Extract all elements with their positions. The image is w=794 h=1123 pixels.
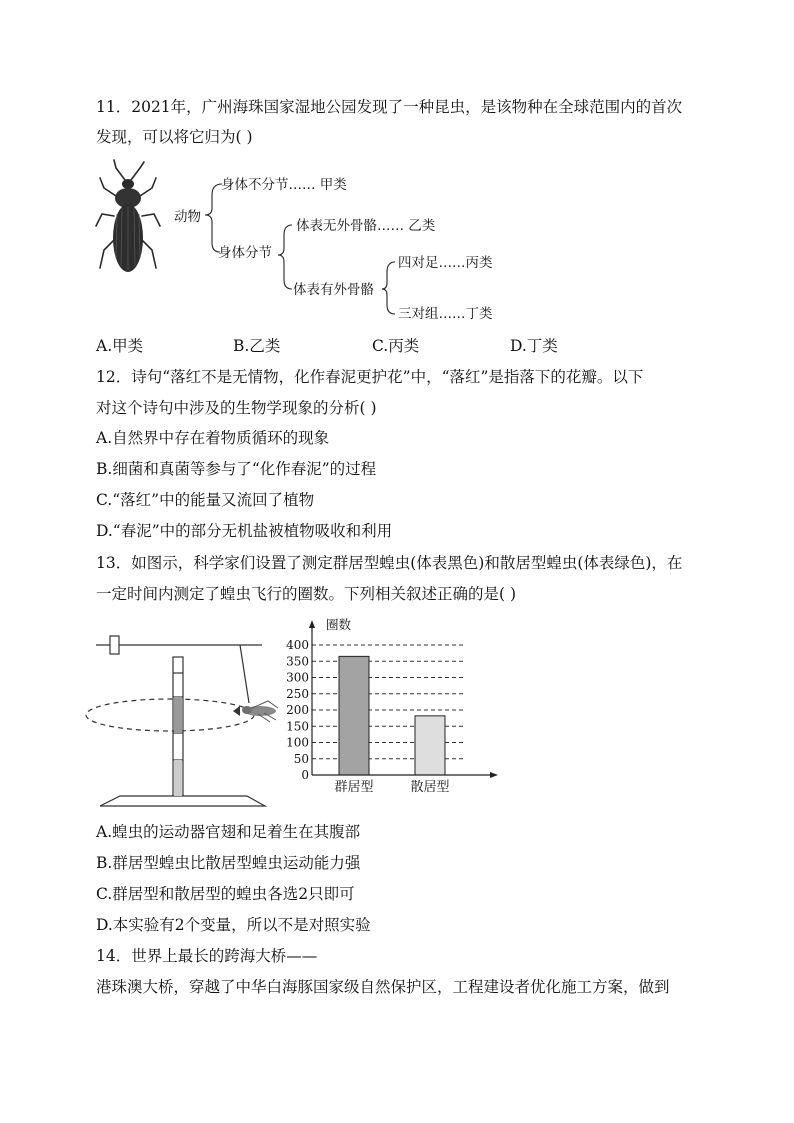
tree-branch-unsegmented: 身体不分节…… 甲类 <box>221 177 347 193</box>
tree-branch-three-legs: 三对组……丁类 <box>398 306 493 322</box>
q11-option-b[interactable]: B.乙类 <box>233 337 281 355</box>
q13-stem-line1: 13．如图示，科学家们设置了测定群居型蝗虫(体表黑色)和散居型蝗虫(体表绿色)，在 <box>96 554 683 572</box>
flight-circles-bar-chart <box>280 612 510 802</box>
chart-y-tick-label: 50 <box>293 751 309 766</box>
locust-icon <box>242 701 278 722</box>
q11-option-a[interactable]: A.甲类 <box>96 337 144 355</box>
tree-branch-segmented: 身体分节 <box>218 245 272 261</box>
chart-y-tick-label: 350 <box>286 654 309 669</box>
chart-bar-gregarious <box>339 656 369 775</box>
q12-option-a[interactable]: A.自然界中存在着物质循环的现象 <box>96 429 330 447</box>
q12-stem-line1: 12．诗句“落红不是无情物，化作春泥更护花”中，“落红”是指落下的花瓣。以下 <box>96 368 644 386</box>
tree-branch-exoskeleton: 体表有外骨骼 <box>293 282 374 298</box>
chart-y-arrow <box>309 620 315 628</box>
q12-option-c[interactable]: C.“落红”中的能量又流回了植物 <box>96 491 315 509</box>
chart-y-tick-label: 400 <box>286 638 309 652</box>
chart-x-tick-label: 散居型 <box>410 780 450 795</box>
q11-option-d[interactable]: D.丁类 <box>510 337 558 355</box>
q12-option-b[interactable]: B.细菌和真菌等参与了“化作春泥”的过程 <box>96 460 377 478</box>
q12-stem-line2: 对这个诗句中涉及的生物学现象的分析( ) <box>96 399 377 417</box>
q13-option-d[interactable]: D.本实验有2个变量，所以不是对照实验 <box>96 916 371 934</box>
tree-root-animal: 动物 <box>174 209 201 225</box>
chart-x-tick-label: 群居型 <box>334 780 374 795</box>
chart-y-label: 圈数 <box>326 617 352 632</box>
q11-option-c[interactable]: C.丙类 <box>372 337 420 355</box>
chart-x-labels <box>334 779 449 795</box>
q11-stem-line2: 发现，可以将它归为( ) <box>96 128 253 146</box>
chart-y-tick-label: 100 <box>286 735 309 750</box>
chart-y-tick-label: 0 <box>301 768 309 782</box>
q14-stem-line1: 14．世界上最长的跨海大桥—— <box>96 947 318 965</box>
chart-y-tick-label: 300 <box>286 670 309 685</box>
q14-stem-line2: 港珠澳大桥，穿越了中华白海豚国家级自然保护区，工程建设者优化施工方案，做到 <box>96 978 670 996</box>
q12-option-d[interactable]: D.“春泥”中的部分无机盐被植物吸收和利用 <box>96 522 393 540</box>
q13-stem-line2: 一定时间内测定了蝗虫飞行的圈数。下列相关叙述正确的是( ) <box>96 585 517 603</box>
q11-stem-line1: 11．2021年，广州海珠国家湿地公园发现了一种昆虫，是该物种在全球范围内的首次 <box>96 98 683 116</box>
q13-option-b[interactable]: B.群居型蝗虫比散居型蝗虫运动能力强 <box>96 854 361 872</box>
tree-branch-no-exoskeleton: 体表无外骨骼…… 乙类 <box>296 218 436 234</box>
q13-option-a[interactable]: A.蝗虫的运动器官翅和足着生在其腹部 <box>96 823 361 841</box>
chart-x-arrow <box>490 772 498 778</box>
chart-y-tick-label: 150 <box>286 719 309 734</box>
q13-option-c[interactable]: C.群居型和散居型的蝗虫各选2只即可 <box>96 885 355 903</box>
chart-y-tick-label: 200 <box>286 703 309 717</box>
tree-branch-four-legs: 四对足……丙类 <box>398 255 493 271</box>
chart-y-tick-label: 250 <box>286 686 309 701</box>
chart-y-ticks <box>286 638 309 782</box>
chart-bars <box>339 656 445 775</box>
chart-bar-solitary <box>415 716 445 775</box>
